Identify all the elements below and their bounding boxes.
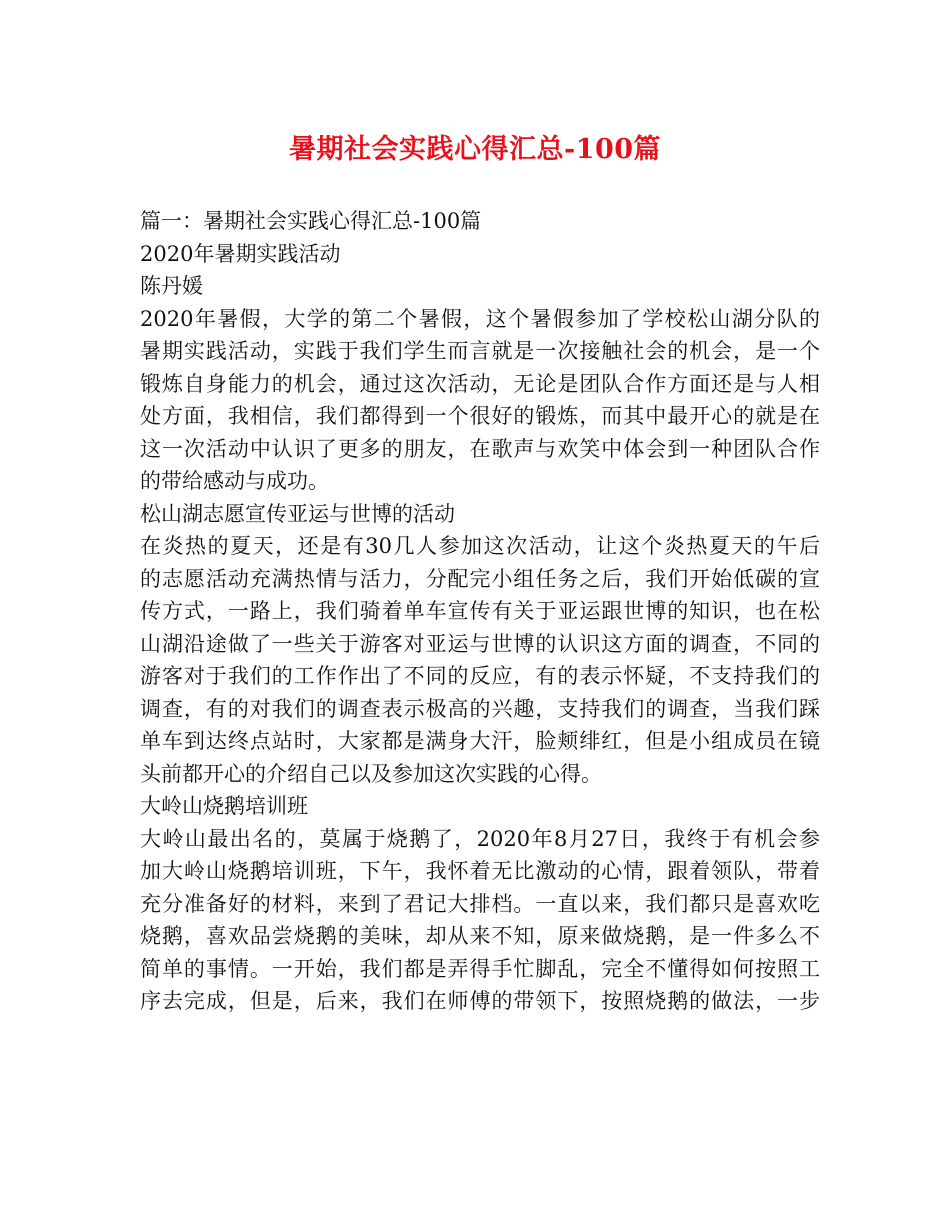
text-line: 在炎热的夏天，还是有30几人参加这次活动，让这个炎热夏天的午后 [140, 534, 820, 558]
text-line: 头前都开心的介绍自己以及参加这次实践的心得。 [140, 761, 602, 786]
text-line: 的带给感动与成功。 [140, 469, 329, 493]
text-line: 处方面，我相信，我们都得到一个很好的锻炼，而其中最开心的就是在 [140, 404, 820, 428]
text-line: 2020年暑假，大学的第二个暑假，这个暑假参加了学校松山湖分队的 [140, 306, 820, 331]
text-line: 调查，有的对我们的调查表示极高的兴趣，支持我们的调查，当我们踩 [140, 696, 820, 721]
text-line: 传方式，一路上，我们骑着单车宣传有关于亚运跟世博的知识，也在松 [140, 599, 820, 623]
text-line: 大岭山最出名的，莫属于烧鹅了，2020年8月27日，我终于有机会参 [140, 826, 820, 851]
text-line: 单车到达终点站时，大家都是满身大汗，脸颊绯红，但是小组成员在镜 [140, 729, 820, 753]
document-title: 暑期社会实践心得汇总-100篇 [288, 134, 662, 165]
text-line: 简单的事情。一开始，我们都是弄得手忙脚乱，完全不懂得如何按照工 [140, 956, 820, 981]
text-line: 陈丹媛 [140, 274, 203, 298]
text-line: 锻炼自身能力的机会，通过这次活动，无论是团队合作方面还是与人相 [140, 371, 820, 396]
text-line: 游客对于我们的工作作出了不同的反应，有的表示怀疑，不支持我们的 [140, 664, 820, 688]
text-line: 这一次活动中认识了更多的朋友，在歌声与欢笑中体会到一种团队合作 [140, 436, 820, 461]
document-body [140, 205, 820, 1018]
text-line: 2020年暑期实践活动 [140, 241, 341, 266]
text-line: 烧鹅，喜欢品尝烧鹅的美味，却从来不知，原来做烧鹅，是一件多么不 [140, 924, 820, 948]
text-line: 充分准备好的材料，来到了君记大排档。一直以来，我们都只是喜欢吃 [140, 891, 820, 916]
text-line: 序去完成，但是，后来，我们在师傅的带领下，按照烧鹅的做法，一步 [140, 989, 820, 1013]
text-line: 松山湖志愿宣传亚运与世博的活动 [140, 501, 455, 526]
text-line: 加大岭山烧鹅培训班，下午，我怀着无比激动的心情，跟着领队，带着 [140, 859, 820, 883]
text-line: 的志愿活动充满热情与活力，分配完小组任务之后，我们开始低碳的宣 [140, 566, 820, 591]
text-line: 暑期实践活动，实践于我们学生而言就是一次接触社会的机会，是一个 [140, 339, 820, 363]
text-line: 山湖沿途做了一些关于游客对亚运与世博的认识这方面的调查，不同的 [140, 631, 820, 656]
text-line: 大岭山烧鹅培训班 [140, 794, 308, 818]
text-line: 篇一：暑期社会实践心得汇总-100篇 [140, 209, 482, 233]
